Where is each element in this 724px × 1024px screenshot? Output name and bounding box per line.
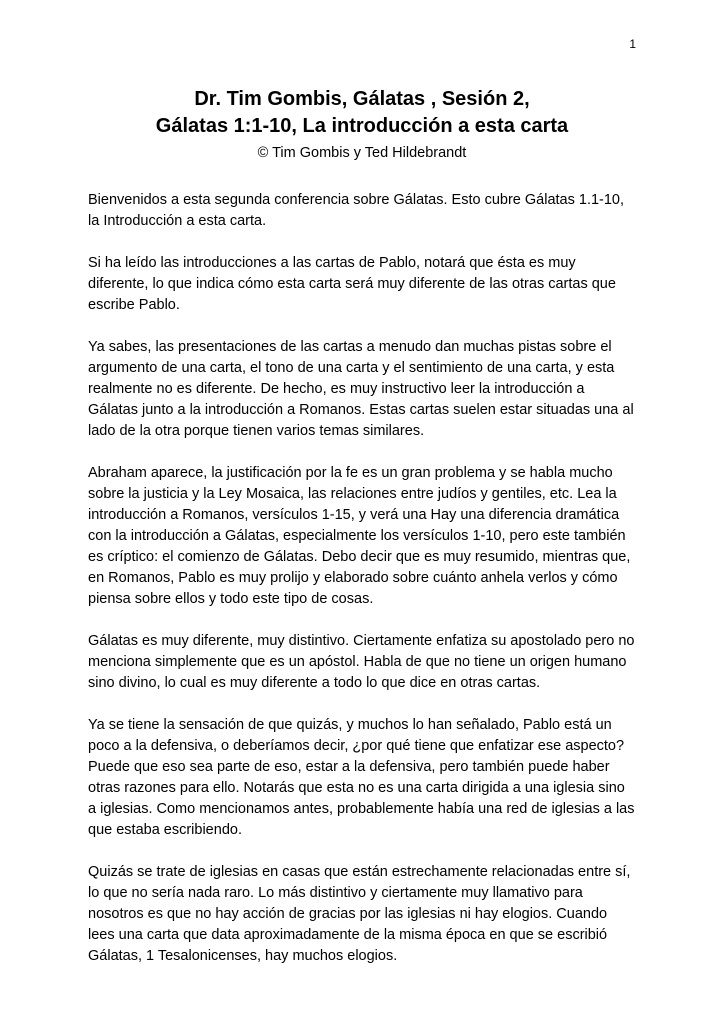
paragraph-1: Bienvenidos a esta segunda conferencia sobre Gálatas. Esto cubre Gálatas 1.1-10, la Introducción a esta carta. <box>88 192 625 230</box>
title-line-2: Gálatas 1:1-10, La introducción a esta carta <box>155 115 569 137</box>
copyright-line: © Tim Gombis y Ted Hildebrandt <box>257 145 467 161</box>
paragraph-6: Ya se tiene la sensación de que quizás, y muchos lo han señalado, Pablo está un poco a la defensiva, o deberíamos decir, ¿por qué tiene que enfatizar ese aspecto? Puede que eso sea parte de eso, estar a la defensiva, pero también puede haber otras razones para ello. Notarás que esta no es una carta dirigida a una iglesia sino a iglesias. Como mencionamos antes, probablemente había una red de iglesias a las que estaba escribiendo. <box>88 717 635 839</box>
page-number: 1 <box>629 37 636 51</box>
paragraph-7: Quizás se trate de iglesias en casas que están estrechamente relacionadas entre sí, lo que no sería nada raro. Lo más distintivo y ciertamente muy llamativo para nosotros es que no hay acción de gracias por las iglesias ni hay elogios. Cuando lees una carta que data aproximadamente de la misma época en que se escribió Gálatas, 1 Tesalonicenses, hay muchos elogios. <box>88 864 631 965</box>
title-line-1: Dr. Tim Gombis, Gálatas , Sesión 2, <box>194 88 530 110</box>
document-body <box>88 190 636 967</box>
paragraph-2: Si ha leído las introducciones a las cartas de Pablo, notará que ésta es muy diferente, lo que indica cómo esta carta será muy diferente de las otras cartas que escribe Pablo. <box>88 255 616 314</box>
paragraph-3: Ya sabes, las presentaciones de las cartas a menudo dan muchas pistas sobre el argumento de una carta, el tono de una carta y el sentimiento de una carta, y esta realmente no es diferente. De hecho, es muy instructivo leer la introducción a Gálatas junto a la introducción a Romanos. Estas cartas suelen estar situadas una al lado de la otra porque tienen varios temas similares. <box>88 339 634 440</box>
paragraph-5: Gálatas es muy diferente, muy distintivo. Ciertamente enfatiza su apostolado pero no menciona simplemente que es un apóstol. Habla de que no tiene un origen humano sino divino, lo cual es muy diferente a todo lo que dice en otras cartas. <box>88 633 635 692</box>
document-title <box>88 86 636 140</box>
paragraph-4: Abraham aparece, la justificación por la fe es un gran problema y se habla mucho sobre la justicia y la Ley Mosaica, las relaciones entre judíos y gentiles, etc. Lea la introducción a Romanos, versículos 1-15, y verá una Hay una diferencia dramática con la introducción a Gálatas, especialmente los versículos 1-10, pero este también es críptico: el comienzo de Gálatas. Debo decir que es muy resumido, mientras que, en Romanos, Pablo es muy prolijo y elaborado sobre cuánto anhela verlos y cómo piensa sobre ellos y todo este tipo de cosas. <box>88 465 631 608</box>
